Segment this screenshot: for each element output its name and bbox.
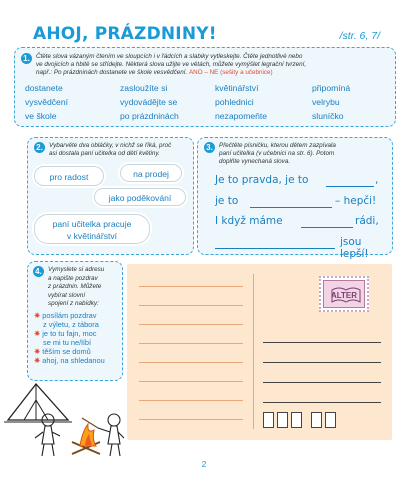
- stamp-text: ALTER: [330, 291, 358, 300]
- postcard-divider: [253, 274, 254, 429]
- page-number: 2: [201, 459, 207, 469]
- task2-number: 2.: [34, 142, 45, 153]
- task3-instruction-line: Přečtěte písničku, kterou dětem zazpívala: [219, 142, 336, 149]
- song-line-text: Je to pravda, je to: [215, 174, 309, 186]
- camp-illustration: [2, 372, 132, 462]
- message-line[interactable]: [139, 381, 243, 382]
- song-line-suffix: rádi,: [355, 215, 379, 227]
- task1-example-suffix: (sešity a učebnice): [220, 69, 273, 77]
- postal-code-boxes[interactable]: [263, 412, 383, 428]
- task1-instruction: [36, 53, 392, 78]
- task3-instruction-line: doplňte vynechaná slova.: [219, 158, 291, 166]
- task4-instruction-line: spojení z nabídky:: [48, 300, 99, 308]
- task1-example-prefix: např.: Po prázdninách dostanete ve škole vesvědčení.: [36, 69, 188, 77]
- task1-box: [14, 47, 396, 127]
- task3-number: 3.: [204, 142, 215, 153]
- word: vydovádějte se: [120, 97, 178, 107]
- task1-instruction-line: Čtěte slova vázaným čtením ve sloupcích i v řádcích a slabiky vytleskejte. Čtěte jednotlivé nebo: [36, 53, 303, 60]
- word: připomíná: [312, 83, 351, 93]
- address-line[interactable]: [263, 402, 381, 403]
- task1-instruction-line: ve dvojicích a hbitě se střídejte. Některá slova užijte ve větách, můžete vymýšlet legrační tvrzení,: [36, 61, 307, 69]
- answer-blank[interactable]: [326, 186, 374, 187]
- answer-blank[interactable]: [215, 248, 335, 249]
- option-text: posílám pozdrav: [42, 311, 97, 320]
- word: po prázdninách: [120, 111, 179, 121]
- cloud-option-line: v květinářství: [66, 231, 118, 241]
- campfire-icon: [72, 424, 100, 454]
- song-line-text: je to: [215, 195, 239, 207]
- song-line-text: I když máme: [215, 215, 283, 227]
- song-line-suffix: – hepči!: [335, 195, 377, 207]
- option-item: ✷ těším se domů: [34, 347, 91, 356]
- task4-box: [27, 261, 123, 381]
- task2-box: [27, 137, 194, 255]
- task1-example: [36, 69, 392, 77]
- task4-instruction-line: z prázdnin. Můžete: [48, 283, 102, 291]
- task4-instruction-line: Vymyslete si adresu: [48, 266, 105, 273]
- option-text: ahoj, na shledanou: [42, 356, 105, 365]
- word: dostanete: [25, 83, 63, 93]
- option-item: ✷ je to tu fajn, moc: [34, 329, 97, 338]
- task1-example-answer: ANO – NE: [188, 69, 219, 77]
- message-line[interactable]: [139, 343, 243, 344]
- word: sluníčko: [312, 111, 344, 121]
- word: zasloužíte si: [120, 83, 168, 93]
- page-reference: /str. 6, 7/: [339, 30, 380, 42]
- word: vysvědčení: [25, 97, 68, 107]
- cloud-option-line: paní učitelka pracuje: [52, 219, 132, 229]
- option-item: ✷ posílám pozdrav: [34, 311, 97, 320]
- word: nezapomeňte: [215, 111, 268, 121]
- postal-code-box[interactable]: [277, 412, 288, 428]
- option-text: se mi tu ne/líbí: [43, 338, 92, 347]
- postal-code-box[interactable]: [311, 412, 322, 428]
- stamp-logo: [323, 280, 365, 308]
- tent-icon: [4, 384, 72, 422]
- answer-blank[interactable]: [301, 227, 353, 228]
- postal-code-box[interactable]: [291, 412, 302, 428]
- postal-code-box[interactable]: [325, 412, 336, 428]
- message-line[interactable]: [139, 419, 243, 420]
- task4-instruction-line: a napište pozdrav: [48, 274, 98, 282]
- message-line[interactable]: [139, 362, 243, 363]
- word: květinářství: [215, 83, 259, 93]
- option-text: je to tu fajn, moc: [42, 329, 97, 338]
- word: velrybu: [312, 97, 340, 107]
- message-line[interactable]: [139, 286, 243, 287]
- page-title: AHOJ, PRÁZDNINY!: [33, 24, 217, 44]
- word: ve škole: [25, 111, 57, 121]
- cloud-option[interactable]: na prodej: [120, 164, 182, 182]
- postage-stamp: [319, 276, 369, 312]
- address-line[interactable]: [263, 362, 381, 363]
- cloud-option[interactable]: pro radost: [34, 166, 104, 186]
- answer-blank[interactable]: [250, 207, 332, 208]
- task3-box: [197, 137, 393, 260]
- task2-instruction: [49, 142, 191, 158]
- message-line[interactable]: [139, 324, 243, 325]
- cloud-option[interactable]: [34, 214, 150, 244]
- option-text: z výletu, z tábora: [43, 320, 99, 329]
- cloud-option[interactable]: jako poděkování: [94, 188, 186, 206]
- option-item: ✷ ahoj, na shledanou: [34, 356, 105, 365]
- option-text: těším se domů: [42, 347, 91, 356]
- task3-instruction-line: paní učitelka (v učebnici na str. 6). Potom: [219, 150, 335, 158]
- address-line[interactable]: [263, 382, 381, 383]
- postal-code-box[interactable]: [263, 412, 274, 428]
- task3-instruction: [219, 142, 389, 167]
- word: pohlednici: [215, 97, 254, 107]
- task2-instruction-line: asi dostala paní učitelka od dětí květiny.: [49, 150, 160, 158]
- message-line[interactable]: [139, 305, 243, 306]
- task2-instruction-line: Vybarvěte dva obláčky, v nichž se říká, proč: [49, 142, 172, 149]
- task4-instruction: [48, 266, 122, 309]
- song-line-suffix: ,: [375, 174, 379, 186]
- task4-instruction-line: vybírat slovní: [48, 291, 86, 299]
- message-line[interactable]: [139, 400, 243, 401]
- song-line-suffix: jsou lepší!: [340, 236, 369, 260]
- postcard[interactable]: [127, 264, 392, 440]
- address-line[interactable]: [263, 342, 381, 343]
- task4-number: 4.: [33, 266, 44, 277]
- task1-number: 1.: [21, 53, 32, 64]
